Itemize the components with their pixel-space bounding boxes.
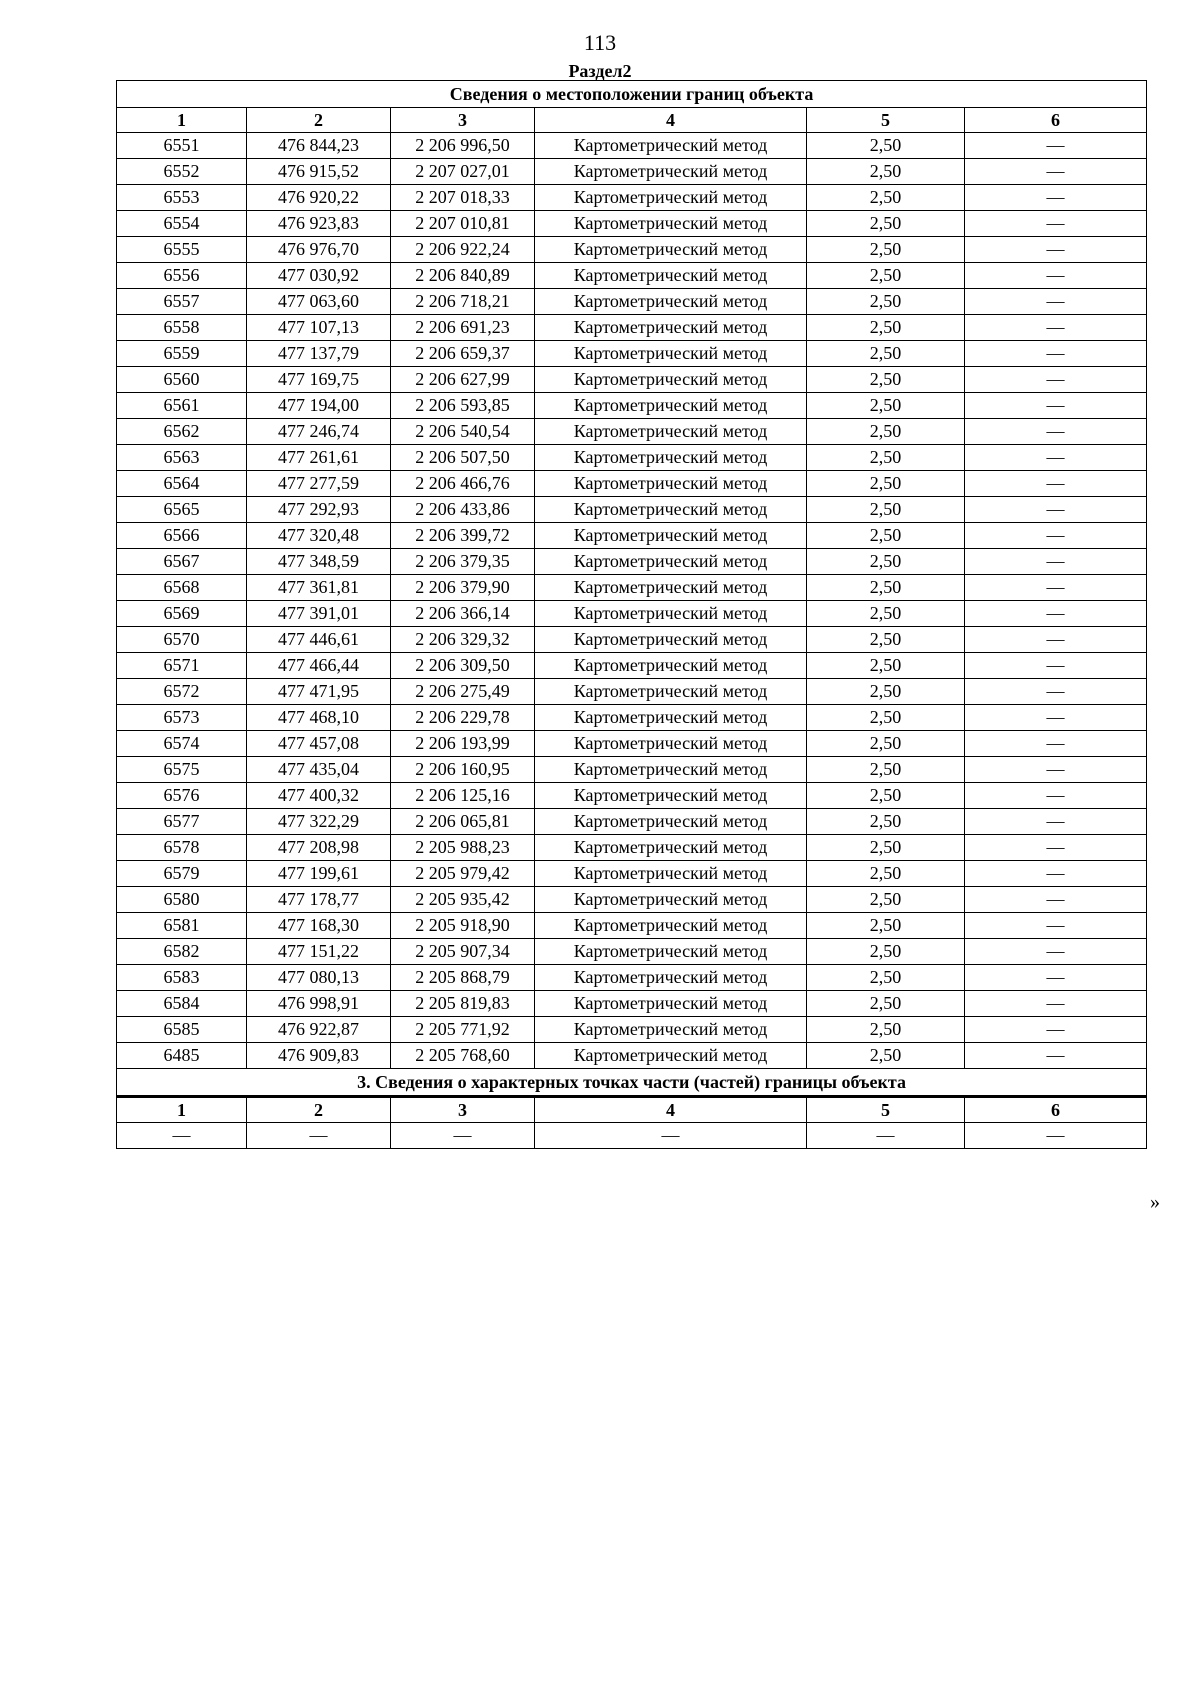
table-row [117, 133, 1147, 159]
table-cell: — [965, 341, 1147, 367]
table-cell: Картометрический метод [535, 575, 807, 601]
table-cell: 477 361,81 [247, 575, 391, 601]
table-cell: 6558 [117, 315, 247, 341]
table-cell: 2 206 399,72 [391, 523, 535, 549]
table-cell: Картометрический метод [535, 1043, 807, 1069]
table-cell: 2 206 659,37 [391, 341, 535, 367]
table-cell: 2,50 [807, 705, 965, 731]
table-cell: 2,50 [807, 679, 965, 705]
table-cell: 477 208,98 [247, 835, 391, 861]
table-cell: Картометрический метод [535, 289, 807, 315]
table-cell: 2,50 [807, 991, 965, 1017]
table-cell: — [965, 731, 1147, 757]
table-cell: — [965, 783, 1147, 809]
table-cell: 2 205 819,83 [391, 991, 535, 1017]
table-row [117, 835, 1147, 861]
table-cell: 2 206 229,78 [391, 705, 535, 731]
table-cell: Картометрический метод [535, 471, 807, 497]
table-cell: 2 205 771,92 [391, 1017, 535, 1043]
table-cell: 2,50 [807, 1017, 965, 1043]
table-cell: 6569 [117, 601, 247, 627]
table-cell: — [965, 445, 1147, 471]
table-cell: 2 206 840,89 [391, 263, 535, 289]
table-row [117, 601, 1147, 627]
table-cell: 2,50 [807, 835, 965, 861]
table-cell: Картометрический метод [535, 991, 807, 1017]
column-number: 1 [117, 108, 247, 133]
part-table-cell: — [117, 1123, 247, 1149]
table-cell: 2,50 [807, 965, 965, 991]
table-cell: 6559 [117, 341, 247, 367]
table-cell: 6485 [117, 1043, 247, 1069]
table-cell: 476 998,91 [247, 991, 391, 1017]
table-row [117, 393, 1147, 419]
table-cell: — [965, 991, 1147, 1017]
table-cell: 6554 [117, 211, 247, 237]
part-column-number: 3 [391, 1097, 535, 1123]
table-cell: 6555 [117, 237, 247, 263]
table-cell: — [965, 653, 1147, 679]
table-cell: 477 080,13 [247, 965, 391, 991]
table-cell: 6578 [117, 835, 247, 861]
table-row [117, 159, 1147, 185]
table-cell: 2 205 907,34 [391, 939, 535, 965]
part-column-number: 5 [807, 1097, 965, 1123]
table-row [117, 549, 1147, 575]
table-cell: 6571 [117, 653, 247, 679]
table-cell: 2 206 627,99 [391, 367, 535, 393]
table-cell: 2,50 [807, 1043, 965, 1069]
table-row [117, 991, 1147, 1017]
table-cell: 2 206 193,99 [391, 731, 535, 757]
table-cell: 6585 [117, 1017, 247, 1043]
table-cell: 6563 [117, 445, 247, 471]
table-cell: 6573 [117, 705, 247, 731]
table-cell: 2,50 [807, 809, 965, 835]
table-cell: 477 168,30 [247, 913, 391, 939]
table-cell: 6575 [117, 757, 247, 783]
table-cell: 6556 [117, 263, 247, 289]
table-cell: — [965, 913, 1147, 939]
table-cell: 477 151,22 [247, 939, 391, 965]
table-cell: 477 107,13 [247, 315, 391, 341]
table-cell: 6581 [117, 913, 247, 939]
table-cell: 2,50 [807, 627, 965, 653]
page-number: 113 [583, 30, 617, 55]
table-cell: Картометрический метод [535, 315, 807, 341]
column-number-row [117, 108, 1147, 133]
table-cell: 2 206 125,16 [391, 783, 535, 809]
table-cell: 477 063,60 [247, 289, 391, 315]
section-label: Раздел2 [568, 61, 632, 81]
table-cell: 477 468,10 [247, 705, 391, 731]
table-cell: 476 844,23 [247, 133, 391, 159]
table-cell: 2 206 593,85 [391, 393, 535, 419]
table-cell: 2 205 768,60 [391, 1043, 535, 1069]
table-cell: Картометрический метод [535, 731, 807, 757]
table-cell: 6565 [117, 497, 247, 523]
table-cell: 6557 [117, 289, 247, 315]
table-cell: 476 909,83 [247, 1043, 391, 1069]
table-cell: Картометрический метод [535, 237, 807, 263]
table-cell: 477 030,92 [247, 263, 391, 289]
table-cell: — [965, 263, 1147, 289]
table-cell: 2,50 [807, 185, 965, 211]
table-cell: 2,50 [807, 887, 965, 913]
table-cell: — [965, 887, 1147, 913]
table-cell: — [965, 133, 1147, 159]
table-cell: 476 923,83 [247, 211, 391, 237]
table-cell: 2,50 [807, 237, 965, 263]
table-cell: Картометрический метод [535, 653, 807, 679]
table-cell: 2,50 [807, 523, 965, 549]
table-cell: Картометрический метод [535, 185, 807, 211]
table-cell: 477 466,44 [247, 653, 391, 679]
part-column-number: 1 [117, 1097, 247, 1123]
table-cell: — [965, 1043, 1147, 1069]
table-cell: 2 206 507,50 [391, 445, 535, 471]
table-cell: 2,50 [807, 731, 965, 757]
table-row [117, 237, 1147, 263]
table-cell: 477 194,00 [247, 393, 391, 419]
table-cell: — [965, 419, 1147, 445]
table-row [117, 471, 1147, 497]
table-cell: 2,50 [807, 133, 965, 159]
table-cell: 477 137,79 [247, 341, 391, 367]
table-cell: 6553 [117, 185, 247, 211]
table-row [117, 1043, 1147, 1069]
table-cell: 6582 [117, 939, 247, 965]
table-cell: 2 207 018,33 [391, 185, 535, 211]
table-cell: 2,50 [807, 757, 965, 783]
table-row [117, 783, 1147, 809]
table-cell: 2,50 [807, 393, 965, 419]
table-cell: 2 205 979,42 [391, 861, 535, 887]
table-cell: 6570 [117, 627, 247, 653]
table-row [117, 341, 1147, 367]
table-row [117, 939, 1147, 965]
table-cell: 2,50 [807, 341, 965, 367]
table-cell: — [965, 705, 1147, 731]
table-cell: 2,50 [807, 653, 965, 679]
table-cell: 2 206 922,24 [391, 237, 535, 263]
table-cell: — [965, 549, 1147, 575]
column-number: 6 [965, 108, 1147, 133]
table-row [117, 1017, 1147, 1043]
table-cell: Картометрический метод [535, 835, 807, 861]
table-cell: 2 205 935,42 [391, 887, 535, 913]
table-cell: Картометрический метод [535, 133, 807, 159]
column-number: 5 [807, 108, 965, 133]
part-column-number: 6 [965, 1097, 1147, 1123]
table-cell: — [965, 523, 1147, 549]
table-row [117, 289, 1147, 315]
table-cell: 2,50 [807, 939, 965, 965]
table-cell: 6579 [117, 861, 247, 887]
table-cell: Картометрический метод [535, 913, 807, 939]
table-cell: 477 446,61 [247, 627, 391, 653]
table-cell: 2,50 [807, 601, 965, 627]
table-cell: 2 206 160,95 [391, 757, 535, 783]
table-cell: 6551 [117, 133, 247, 159]
table-cell: 2,50 [807, 445, 965, 471]
table-cell: — [965, 679, 1147, 705]
table-cell: — [965, 393, 1147, 419]
table-cell: 2,50 [807, 419, 965, 445]
table-cell: — [965, 211, 1147, 237]
part-table-cell: — [807, 1123, 965, 1149]
table-row [117, 757, 1147, 783]
table-cell: 477 400,32 [247, 783, 391, 809]
table-cell: 477 277,59 [247, 471, 391, 497]
table-cell: — [965, 367, 1147, 393]
table-cell: 2,50 [807, 471, 965, 497]
table-cell: — [965, 835, 1147, 861]
column-number: 4 [535, 108, 807, 133]
table-cell: 6560 [117, 367, 247, 393]
table-cell: 477 391,01 [247, 601, 391, 627]
table-cell: Картометрический метод [535, 367, 807, 393]
table-cell: 2,50 [807, 211, 965, 237]
table-row [117, 913, 1147, 939]
table-cell: 2,50 [807, 575, 965, 601]
table-cell: 477 169,75 [247, 367, 391, 393]
table-row [117, 315, 1147, 341]
table-cell: — [965, 237, 1147, 263]
table-row [117, 653, 1147, 679]
table-cell: 6566 [117, 523, 247, 549]
table-row [117, 575, 1147, 601]
part-table-cell: — [535, 1123, 807, 1149]
table-row [117, 185, 1147, 211]
table-cell: 2 206 329,32 [391, 627, 535, 653]
part-table-cell: — [247, 1123, 391, 1149]
table-cell: 6584 [117, 991, 247, 1017]
table-cell: Картометрический метод [535, 211, 807, 237]
table-cell: 2 207 027,01 [391, 159, 535, 185]
table-cell: Картометрический метод [535, 341, 807, 367]
table-cell: Картометрический метод [535, 939, 807, 965]
table-row [117, 367, 1147, 393]
table-row [117, 419, 1147, 445]
table-cell: Картометрический метод [535, 445, 807, 471]
table-cell: 2 205 988,23 [391, 835, 535, 861]
table-cell: 2 206 309,50 [391, 653, 535, 679]
table-row [117, 263, 1147, 289]
table-cell: 477 435,04 [247, 757, 391, 783]
part-table-cell: — [391, 1123, 535, 1149]
table-cell: Картометрический метод [535, 679, 807, 705]
table-cell: — [965, 809, 1147, 835]
table-cell: — [965, 1017, 1147, 1043]
table-cell: 477 199,61 [247, 861, 391, 887]
table-cell: 477 348,59 [247, 549, 391, 575]
table-cell: 2 205 868,79 [391, 965, 535, 991]
part-column-number-row [117, 1097, 1147, 1123]
table-cell: — [965, 185, 1147, 211]
table-cell: Картометрический метод [535, 757, 807, 783]
table-cell: 2,50 [807, 289, 965, 315]
table-cell: 2,50 [807, 783, 965, 809]
table-title-row [117, 81, 1147, 108]
table-row [117, 445, 1147, 471]
table-cell: 477 322,29 [247, 809, 391, 835]
table-cell: 2 206 433,86 [391, 497, 535, 523]
table-cell: — [965, 627, 1147, 653]
table-cell: — [965, 861, 1147, 887]
table-cell: — [965, 965, 1147, 991]
table-cell: 6562 [117, 419, 247, 445]
table-cell: 2 206 718,21 [391, 289, 535, 315]
table-row [117, 679, 1147, 705]
table-cell: 2,50 [807, 367, 965, 393]
table-cell: 6564 [117, 471, 247, 497]
table-cell: Картометрический метод [535, 1017, 807, 1043]
part-section-title-row [117, 1069, 1147, 1097]
table-cell: 6561 [117, 393, 247, 419]
table-cell: 6574 [117, 731, 247, 757]
table-cell: 477 457,08 [247, 731, 391, 757]
table-cell: 6567 [117, 549, 247, 575]
table-row [117, 887, 1147, 913]
column-number: 2 [247, 108, 391, 133]
table-cell: 2,50 [807, 861, 965, 887]
boundary-table [116, 80, 1147, 1149]
part-table-row [117, 1123, 1147, 1149]
table-cell: 2,50 [807, 913, 965, 939]
table-cell: Картометрический метод [535, 887, 807, 913]
table-cell: Картометрический метод [535, 159, 807, 185]
table-cell: Картометрический метод [535, 861, 807, 887]
table-title: Сведения о местоположении границ объекта [117, 81, 1147, 108]
table-cell: — [965, 575, 1147, 601]
closing-quote: » [1150, 1191, 1160, 1213]
table-cell: Картометрический метод [535, 263, 807, 289]
table-cell: 2 206 540,54 [391, 419, 535, 445]
table-row [117, 731, 1147, 757]
table-cell: 477 261,61 [247, 445, 391, 471]
table-cell: Картометрический метод [535, 523, 807, 549]
table-cell: — [965, 939, 1147, 965]
table-cell: 6577 [117, 809, 247, 835]
table-cell: 2 206 691,23 [391, 315, 535, 341]
table-cell: Картометрический метод [535, 965, 807, 991]
column-number: 3 [391, 108, 535, 133]
table-cell: 2 206 466,76 [391, 471, 535, 497]
table-cell: 6576 [117, 783, 247, 809]
table-cell: — [965, 497, 1147, 523]
table-cell: Картометрический метод [535, 393, 807, 419]
table-row [117, 861, 1147, 887]
table-row [117, 211, 1147, 237]
table-cell: 2,50 [807, 315, 965, 341]
table-cell: 2 206 366,14 [391, 601, 535, 627]
table-cell: — [965, 757, 1147, 783]
table-cell: Картометрический метод [535, 419, 807, 445]
table-cell: 6580 [117, 887, 247, 913]
table-cell: 477 471,95 [247, 679, 391, 705]
table-cell: 476 976,70 [247, 237, 391, 263]
table-cell: 476 922,87 [247, 1017, 391, 1043]
table-cell: 2,50 [807, 549, 965, 575]
table-cell: 2 206 996,50 [391, 133, 535, 159]
table-cell: — [965, 601, 1147, 627]
table-row [117, 627, 1147, 653]
table-cell: — [965, 315, 1147, 341]
table-row [117, 809, 1147, 835]
table-cell: — [965, 471, 1147, 497]
table-cell: 2 206 275,49 [391, 679, 535, 705]
table-cell: — [965, 289, 1147, 315]
table-cell: Картометрический метод [535, 601, 807, 627]
table-row [117, 523, 1147, 549]
table-cell: 2,50 [807, 159, 965, 185]
table-cell: Картометрический метод [535, 497, 807, 523]
table-cell: 2,50 [807, 497, 965, 523]
table-cell: 2 206 379,35 [391, 549, 535, 575]
part-section-title: 3. Сведения о характерных точках части (частей) границы объекта [117, 1069, 1147, 1097]
table-cell: 6583 [117, 965, 247, 991]
table-cell: 2 207 010,81 [391, 211, 535, 237]
table-cell: 477 246,74 [247, 419, 391, 445]
table-cell: 6572 [117, 679, 247, 705]
part-column-number: 4 [535, 1097, 807, 1123]
table-cell: 2 206 065,81 [391, 809, 535, 835]
table-cell: Картометрический метод [535, 783, 807, 809]
table-cell: Картометрический метод [535, 549, 807, 575]
table-cell: — [965, 159, 1147, 185]
table-cell: 6552 [117, 159, 247, 185]
table-cell: 2,50 [807, 263, 965, 289]
table-cell: 477 178,77 [247, 887, 391, 913]
table-cell: Картометрический метод [535, 627, 807, 653]
table-cell: Картометрический метод [535, 705, 807, 731]
table-cell: 2 206 379,90 [391, 575, 535, 601]
table-cell: 6568 [117, 575, 247, 601]
part-column-number: 2 [247, 1097, 391, 1123]
table-cell: 476 920,22 [247, 185, 391, 211]
table-cell: 477 320,48 [247, 523, 391, 549]
table-cell: Картометрический метод [535, 809, 807, 835]
part-table-cell: — [965, 1123, 1147, 1149]
table-row [117, 705, 1147, 731]
table-row [117, 497, 1147, 523]
table-row [117, 965, 1147, 991]
table-cell: 2 205 918,90 [391, 913, 535, 939]
table-cell: 476 915,52 [247, 159, 391, 185]
table-cell: 477 292,93 [247, 497, 391, 523]
